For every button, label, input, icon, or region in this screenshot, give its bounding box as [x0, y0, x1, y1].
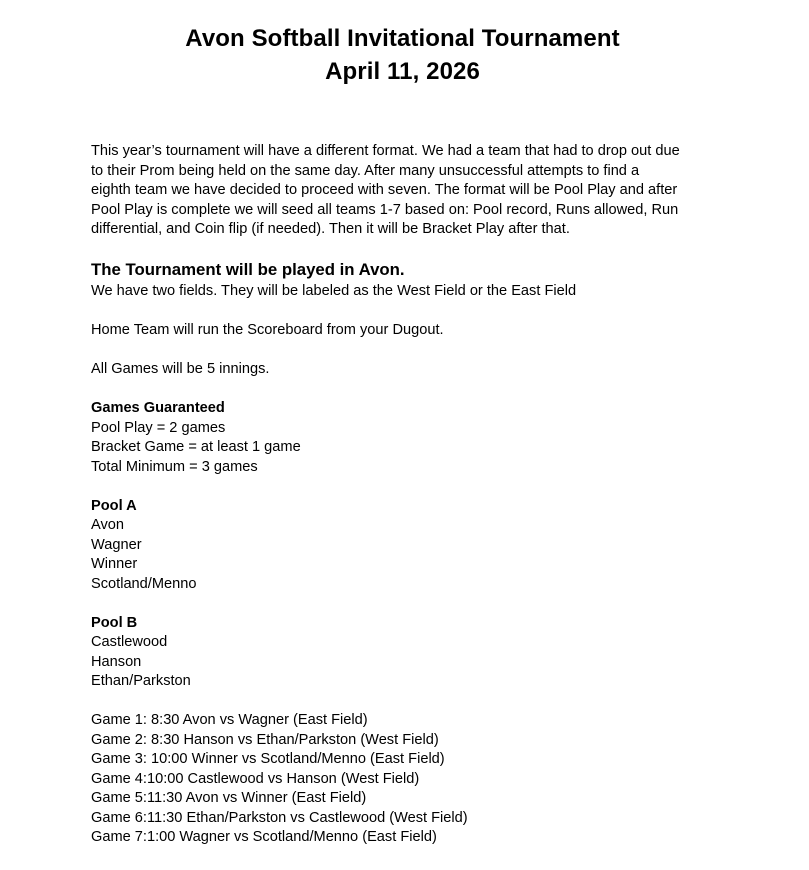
guarantee-line: Total Minimum = 3 games [91, 458, 258, 475]
guarantee-heading: Games Guaranteed [91, 400, 225, 416]
guarantee-line: Pool Play = 2 games [91, 419, 226, 436]
game-line: Game 4:10:00 Castlewood vs Hanson (West Field) [91, 770, 420, 787]
location-heading: The Tournament will be played in Avon. [91, 260, 405, 279]
game-line: Game 3: 10:00 Winner vs Scotland/Menno (East Field) [91, 751, 445, 767]
document-date: April 11, 2026 [325, 58, 480, 85]
guarantee-line: Bracket Game = at least 1 game [91, 439, 301, 455]
pool-b-team: Castlewood [91, 634, 168, 650]
game-line: Game 7:1:00 Wagner vs Scotland/Menno (East Field) [91, 829, 437, 845]
pool-a-team: Wagner [91, 536, 142, 553]
game-line: Game 2: 8:30 Hanson vs Ethan/Parkston (West Field) [91, 731, 439, 748]
pool-a-team: Winner [91, 556, 138, 572]
pool-a-team: Scotland/Menno [91, 575, 197, 592]
fields-text: We have two fields. They will be labeled as the West Field or the East Field [91, 283, 577, 299]
pool-b-team: Hanson [91, 653, 142, 670]
scoreboard-text: Home Team will run the Scoreboard from your Dugout. [91, 322, 444, 338]
pool-b-team: Ethan/Parkston [91, 673, 191, 689]
intro-paragraph [91, 142, 721, 240]
pool-b-heading: Pool B [91, 614, 138, 631]
game-line: Game 5:11:30 Avon vs Winner (East Field) [91, 790, 367, 806]
intro-line: Pool Play is complete we will seed all teams 1-7 based on: Pool record, Runs allowed, Run [91, 201, 679, 218]
intro-line: eighth team we have decided to proceed with seven. The format will be Pool Play and after [91, 182, 678, 198]
pool-a-heading: Pool A [91, 497, 137, 514]
innings-text: All Games will be 5 innings. [91, 361, 270, 377]
intro-line: This year’s tournament will have a different format. We had a team that had to drop out due [91, 143, 680, 159]
pool-a-team: Avon [91, 517, 124, 533]
game-line: Game 1: 8:30 Avon vs Wagner (East Field) [91, 712, 368, 728]
intro-line: differential, and Coin flip (if needed). Then it will be Bracket Play after that. [91, 221, 570, 237]
game-line: Game 6:11:30 Ethan/Parkston vs Castlewood (West Field) [91, 809, 468, 826]
details-section [91, 282, 721, 848]
document-title: Avon Softball Invitational Tournament [185, 25, 620, 52]
intro-line: to their Prom being held on the same day. After many unsuccessful attempts to find a [91, 162, 640, 179]
